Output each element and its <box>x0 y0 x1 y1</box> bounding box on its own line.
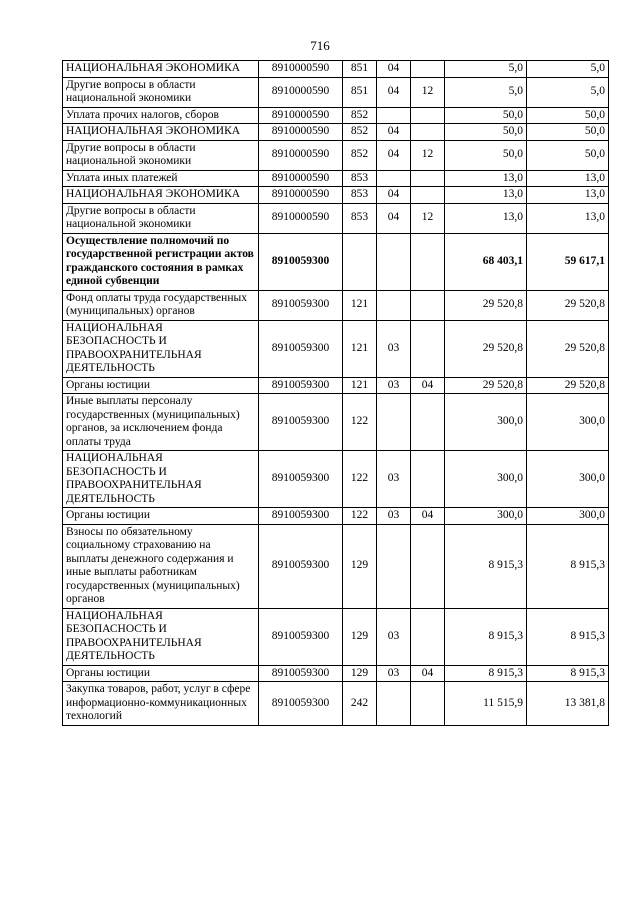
subsection-code-cell <box>411 61 445 78</box>
amount-first-year-cell: 8 915,3 <box>445 608 527 665</box>
amount-first-year-cell: 50,0 <box>445 124 527 141</box>
table-row <box>63 524 609 608</box>
section-code-cell: 04 <box>377 187 411 204</box>
subsection-code-cell: 12 <box>411 140 445 170</box>
target-article-code-cell: 8910000590 <box>259 61 343 78</box>
table-row <box>63 107 609 124</box>
amount-second-year-cell: 29 520,8 <box>527 320 609 377</box>
section-code-cell <box>377 107 411 124</box>
expense-type-code-cell: 121 <box>343 377 377 394</box>
amount-first-year-cell: 300,0 <box>445 394 527 451</box>
amount-first-year-cell: 68 403,1 <box>445 233 527 290</box>
subsection-code-cell <box>411 187 445 204</box>
item-name-cell: Уплата иных платежей <box>63 170 259 187</box>
section-code-cell <box>377 394 411 451</box>
subsection-code-cell <box>411 608 445 665</box>
expense-type-code-cell: 242 <box>343 682 377 726</box>
item-name-cell: Органы юстиции <box>63 377 259 394</box>
amount-second-year-cell: 50,0 <box>527 124 609 141</box>
target-article-code-cell: 8910000590 <box>259 124 343 141</box>
amount-first-year-cell: 11 515,9 <box>445 682 527 726</box>
table-row <box>63 451 609 508</box>
table-row <box>63 665 609 682</box>
section-code-cell <box>377 233 411 290</box>
item-name-cell: НАЦИОНАЛЬНАЯ БЕЗОПАСНОСТЬ И ПРАВООХРАНИТЕЛЬНАЯ ДЕЯТЕЛЬНОСТЬ <box>63 451 259 508</box>
expense-type-code-cell: 851 <box>343 77 377 107</box>
table-row <box>63 203 609 233</box>
item-name-cell: НАЦИОНАЛЬНАЯ ЭКОНОМИКА <box>63 124 259 141</box>
subsection-code-cell: 04 <box>411 377 445 394</box>
expense-type-code-cell: 121 <box>343 320 377 377</box>
amount-first-year-cell: 13,0 <box>445 203 527 233</box>
item-name-cell: Другие вопросы в области национальной экономики <box>63 77 259 107</box>
subsection-code-cell <box>411 682 445 726</box>
table-row <box>63 508 609 525</box>
section-code-cell: 04 <box>377 203 411 233</box>
amount-second-year-cell: 5,0 <box>527 61 609 78</box>
amount-first-year-cell: 300,0 <box>445 451 527 508</box>
subsection-code-cell: 12 <box>411 77 445 107</box>
target-article-code-cell: 8910000590 <box>259 77 343 107</box>
section-code-cell: 03 <box>377 665 411 682</box>
item-name-cell: Другие вопросы в области национальной экономики <box>63 140 259 170</box>
item-name-cell: НАЦИОНАЛЬНАЯ ЭКОНОМИКА <box>63 187 259 204</box>
expense-type-code-cell: 852 <box>343 124 377 141</box>
amount-second-year-cell: 13,0 <box>527 170 609 187</box>
item-name-cell: НАЦИОНАЛЬНАЯ БЕЗОПАСНОСТЬ И ПРАВООХРАНИТЕЛЬНАЯ ДЕЯТЕЛЬНОСТЬ <box>63 320 259 377</box>
subsection-code-cell <box>411 524 445 608</box>
amount-first-year-cell: 5,0 <box>445 77 527 107</box>
section-code-cell <box>377 524 411 608</box>
expense-type-code-cell: 122 <box>343 394 377 451</box>
target-article-code-cell: 8910000590 <box>259 187 343 204</box>
subsection-code-cell: 04 <box>411 665 445 682</box>
amount-second-year-cell: 13 381,8 <box>527 682 609 726</box>
section-code-cell <box>377 170 411 187</box>
expense-type-code-cell: 121 <box>343 290 377 320</box>
subsection-code-cell <box>411 320 445 377</box>
section-code-cell: 04 <box>377 124 411 141</box>
table-row <box>63 320 609 377</box>
section-code-cell <box>377 682 411 726</box>
expense-type-code-cell: 129 <box>343 665 377 682</box>
item-name-cell: Органы юстиции <box>63 508 259 525</box>
subsection-code-cell <box>411 394 445 451</box>
subsection-code-cell <box>411 170 445 187</box>
section-code-cell: 04 <box>377 140 411 170</box>
item-name-cell: Взносы по обязательному социальному страхованию на выплаты денежного содержания и иные выплаты работникам государственных (муниципальных) органов <box>63 524 259 608</box>
subsection-code-cell <box>411 124 445 141</box>
amount-second-year-cell: 13,0 <box>527 187 609 204</box>
amount-second-year-cell: 13,0 <box>527 203 609 233</box>
expense-type-code-cell: 852 <box>343 107 377 124</box>
item-name-cell: Фонд оплаты труда государственных (муниципальных) органов <box>63 290 259 320</box>
amount-second-year-cell: 8 915,3 <box>527 665 609 682</box>
amount-first-year-cell: 50,0 <box>445 140 527 170</box>
target-article-code-cell: 8910000590 <box>259 140 343 170</box>
target-article-code-cell: 8910059300 <box>259 290 343 320</box>
section-code-cell: 04 <box>377 77 411 107</box>
target-article-code-cell: 8910059300 <box>259 377 343 394</box>
item-name-cell: НАЦИОНАЛЬНАЯ ЭКОНОМИКА <box>63 61 259 78</box>
budget-table <box>62 60 609 726</box>
amount-first-year-cell: 8 915,3 <box>445 524 527 608</box>
amount-second-year-cell: 8 915,3 <box>527 608 609 665</box>
page-number: 716 <box>310 38 330 53</box>
expense-type-code-cell: 122 <box>343 508 377 525</box>
target-article-code-cell: 8910059300 <box>259 665 343 682</box>
table-row <box>63 608 609 665</box>
table-row <box>63 187 609 204</box>
target-article-code-cell: 8910059300 <box>259 524 343 608</box>
amount-first-year-cell: 29 520,8 <box>445 290 527 320</box>
item-name-cell: Органы юстиции <box>63 665 259 682</box>
amount-first-year-cell: 50,0 <box>445 107 527 124</box>
table-row <box>63 77 609 107</box>
subsection-code-cell <box>411 290 445 320</box>
target-article-code-cell: 8910059300 <box>259 320 343 377</box>
amount-second-year-cell: 59 617,1 <box>527 233 609 290</box>
amount-first-year-cell: 13,0 <box>445 187 527 204</box>
table-row <box>63 682 609 726</box>
expense-type-code-cell: 852 <box>343 140 377 170</box>
amount-first-year-cell: 300,0 <box>445 508 527 525</box>
item-name-cell: Закупка товаров, работ, услуг в сфере информационно-коммуникационных технологий <box>63 682 259 726</box>
table-row <box>63 394 609 451</box>
section-code-cell: 04 <box>377 61 411 78</box>
target-article-code-cell: 8910059300 <box>259 682 343 726</box>
subsection-code-cell <box>411 233 445 290</box>
amount-second-year-cell: 29 520,8 <box>527 377 609 394</box>
item-name-cell: Другие вопросы в области национальной экономики <box>63 203 259 233</box>
expense-type-code-cell: 851 <box>343 61 377 78</box>
target-article-code-cell: 8910000590 <box>259 203 343 233</box>
amount-first-year-cell: 29 520,8 <box>445 320 527 377</box>
amount-first-year-cell: 8 915,3 <box>445 665 527 682</box>
expense-type-code-cell <box>343 233 377 290</box>
expense-type-code-cell: 129 <box>343 608 377 665</box>
item-name-cell: Уплата прочих налогов, сборов <box>63 107 259 124</box>
subsection-code-cell: 12 <box>411 203 445 233</box>
amount-second-year-cell: 5,0 <box>527 77 609 107</box>
subsection-code-cell <box>411 451 445 508</box>
section-code-cell: 03 <box>377 508 411 525</box>
section-code-cell: 03 <box>377 320 411 377</box>
amount-first-year-cell: 29 520,8 <box>445 377 527 394</box>
amount-second-year-cell: 50,0 <box>527 140 609 170</box>
table-row <box>63 170 609 187</box>
table-row <box>63 140 609 170</box>
target-article-code-cell: 8910000590 <box>259 107 343 124</box>
amount-second-year-cell: 300,0 <box>527 508 609 525</box>
expense-type-code-cell: 129 <box>343 524 377 608</box>
item-name-cell: Иные выплаты персоналу государственных (муниципальных) органов, за исключением фонда оплаты труда <box>63 394 259 451</box>
table-body <box>63 61 609 726</box>
section-code-cell: 03 <box>377 377 411 394</box>
target-article-code-cell: 8910059300 <box>259 451 343 508</box>
target-article-code-cell: 8910059300 <box>259 508 343 525</box>
expense-type-code-cell: 853 <box>343 187 377 204</box>
amount-second-year-cell: 29 520,8 <box>527 290 609 320</box>
subsection-code-cell <box>411 107 445 124</box>
amount-second-year-cell: 8 915,3 <box>527 524 609 608</box>
section-code-cell: 03 <box>377 451 411 508</box>
expense-type-code-cell: 853 <box>343 203 377 233</box>
amount-first-year-cell: 13,0 <box>445 170 527 187</box>
amount-second-year-cell: 50,0 <box>527 107 609 124</box>
target-article-code-cell: 8910059300 <box>259 394 343 451</box>
expense-type-code-cell: 122 <box>343 451 377 508</box>
item-name-cell: Осуществление полномочий по государственной регистрации актов гражданского состояния в рамках единой субвенции <box>63 233 259 290</box>
target-article-code-cell: 8910059300 <box>259 608 343 665</box>
table-row <box>63 290 609 320</box>
expense-type-code-cell: 853 <box>343 170 377 187</box>
amount-first-year-cell: 5,0 <box>445 61 527 78</box>
section-code-cell: 03 <box>377 608 411 665</box>
section-code-cell <box>377 290 411 320</box>
amount-second-year-cell: 300,0 <box>527 451 609 508</box>
target-article-code-cell: 8910059300 <box>259 233 343 290</box>
subsection-code-cell: 04 <box>411 508 445 525</box>
table-row <box>63 377 609 394</box>
target-article-code-cell: 8910000590 <box>259 170 343 187</box>
item-name-cell: НАЦИОНАЛЬНАЯ БЕЗОПАСНОСТЬ И ПРАВООХРАНИТЕЛЬНАЯ ДЕЯТЕЛЬНОСТЬ <box>63 608 259 665</box>
table-row <box>63 233 609 290</box>
table-row <box>63 124 609 141</box>
amount-second-year-cell: 300,0 <box>527 394 609 451</box>
table-row <box>63 61 609 78</box>
